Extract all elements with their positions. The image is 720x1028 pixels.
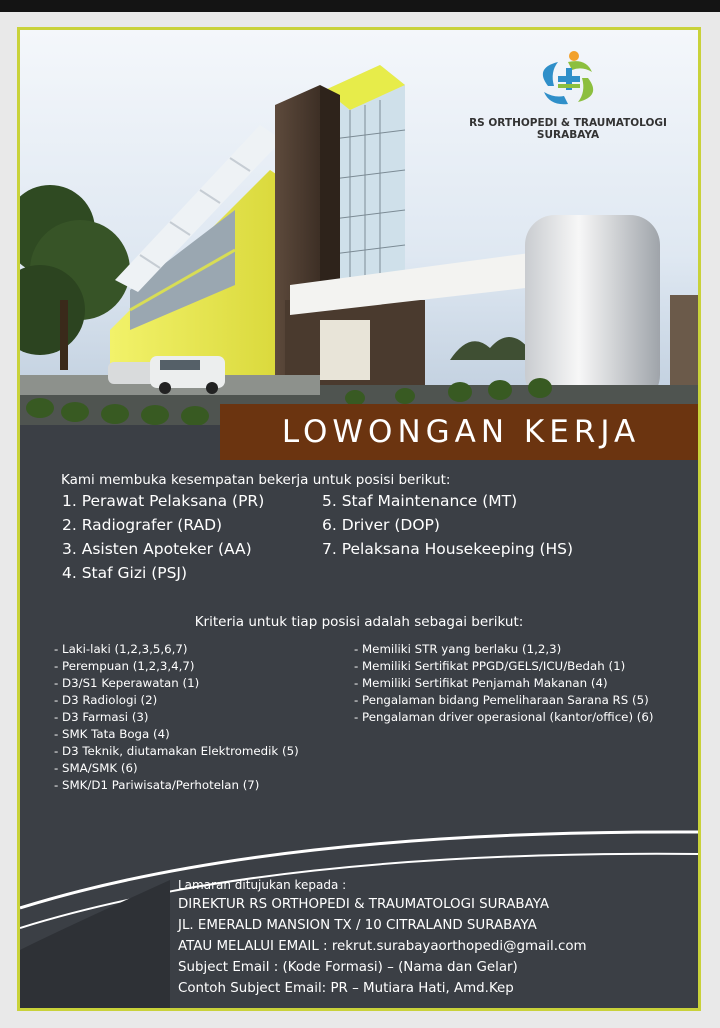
hospital-logo-block — [468, 48, 668, 141]
criteria-item: - Pengalaman bidang Pemeliharaan Sarana RS (5) — [354, 693, 649, 707]
application-line: Contoh Subject Email: PR – Mutiara Hati, Amd.Kep — [178, 981, 514, 996]
application-line: JL. EMERALD MANSION TX / 10 CITRALAND SURABAYA — [178, 918, 537, 933]
job-banner — [220, 404, 701, 460]
top-bar — [0, 0, 720, 12]
criteria-item: - SMK Tata Boga (4) — [54, 727, 170, 741]
hospital-logo-icon — [528, 48, 608, 112]
banner-title: LOWONGAN KERJA — [281, 414, 641, 450]
position-item: 6. Driver (DOP) — [322, 516, 440, 534]
application-intro: Lamaran ditujukan kepada : — [178, 878, 347, 892]
position-item: 4. Staf Gizi (PSJ) — [62, 564, 188, 582]
criteria-item: - Memiliki Sertifikat PPGD/GELS/ICU/Bedah (1) — [354, 659, 626, 673]
position-item: 2. Radiografer (RAD) — [62, 516, 223, 534]
hospital-name-line2: SURABAYA — [536, 129, 600, 141]
criteria-item: - Memiliki Sertifikat Penjamah Makanan (4) — [354, 676, 608, 690]
position-item: 5. Staf Maintenance (MT) — [322, 492, 518, 510]
criteria-item: - D3 Teknik, diutamakan Elektromedik (5) — [54, 744, 299, 758]
position-item: 1. Perawat Pelaksana (PR) — [62, 492, 265, 510]
criteria-item: - D3/S1 Keperawatan (1) — [54, 676, 200, 690]
hospital-name-line1: RS ORTHOPEDI & TRAUMATOLOGI — [469, 117, 667, 129]
criteria-item: - D3 Farmasi (3) — [54, 710, 149, 724]
application-line: ATAU MELALUI EMAIL : rekrut.surabayaorthopedi@gmail.com — [178, 939, 587, 954]
criteria-item: - D3 Radiologi (2) — [54, 693, 158, 707]
criteria-item: - SMK/D1 Pariwisata/Perhotelan (7) — [54, 778, 260, 792]
criteria-item: - SMA/SMK (6) — [54, 761, 138, 775]
job-poster — [17, 27, 701, 1011]
criteria-item: - Perempuan (1,2,3,4,7) — [54, 659, 195, 673]
application-line: DIREKTUR RS ORTHOPEDI & TRAUMATOLOGI SURABAYA — [178, 897, 550, 912]
criteria-item: - Memiliki STR yang berlaku (1,2,3) — [354, 642, 562, 656]
criteria-item: - Pengalaman driver operasional (kantor/office) (6) — [354, 710, 654, 724]
criteria-item: - Laki-laki (1,2,3,5,6,7) — [54, 642, 188, 656]
intro-text: Kami membuka kesempatan bekerja untuk posisi berikut: — [61, 472, 451, 488]
position-item: 3. Asisten Apoteker (AA) — [62, 540, 252, 558]
application-line: Subject Email : (Kode Formasi) – (Nama dan Gelar) — [178, 960, 518, 975]
position-item: 7. Pelaksana Housekeeping (HS) — [322, 540, 574, 558]
criteria-title: Kriteria untuk tiap posisi adalah sebagai berikut: — [194, 614, 524, 630]
